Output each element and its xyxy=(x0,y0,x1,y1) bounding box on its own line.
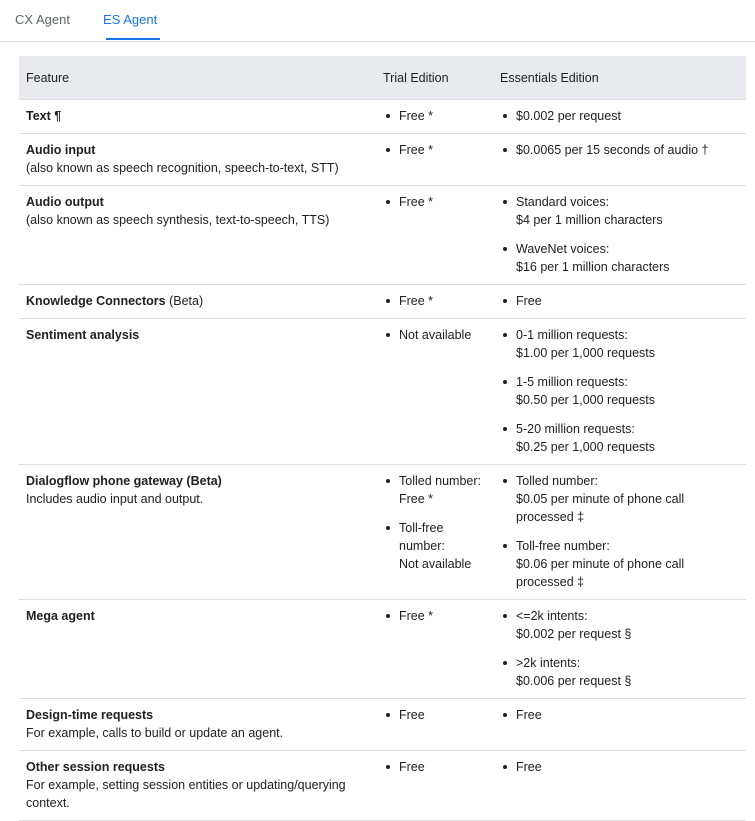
price-text: Not available xyxy=(399,328,472,342)
trial-edition-cell xyxy=(375,285,492,319)
price-list-item xyxy=(399,193,484,211)
feature-name: Audio input xyxy=(26,143,96,157)
price-list xyxy=(499,607,738,690)
price-text: Toll-free xyxy=(399,521,444,535)
price-text: $0.002 per request § xyxy=(516,627,632,641)
trial-edition-cell xyxy=(375,751,492,821)
essentials-edition-cell xyxy=(492,699,746,751)
header-essentials-edition: Essentials Edition xyxy=(492,56,746,100)
header-feature: Feature xyxy=(19,56,375,100)
trial-edition-cell xyxy=(375,319,492,465)
price-list-item xyxy=(516,706,738,724)
price-text: processed ‡ xyxy=(516,510,585,524)
price-list-item xyxy=(399,758,484,776)
feature-name: Other session requests xyxy=(26,760,165,774)
price-text: >2k intents: xyxy=(516,656,581,670)
price-text: Free * xyxy=(399,109,434,123)
price-text: Tolled number: xyxy=(516,474,598,488)
price-list xyxy=(382,193,484,211)
essentials-edition-cell xyxy=(492,134,746,186)
price-list-item xyxy=(399,519,484,573)
price-list-item xyxy=(516,141,738,159)
price-text: $16 per 1 million characters xyxy=(516,260,670,274)
header-trial-edition: Trial Edition xyxy=(375,56,492,100)
price-text: Free * xyxy=(399,195,434,209)
feature-name: Text ¶ xyxy=(26,109,62,123)
agent-tabs xyxy=(0,0,755,42)
price-text: $0.25 per 1,000 requests xyxy=(516,440,655,454)
price-list xyxy=(382,706,484,724)
table-row xyxy=(19,465,746,600)
trial-edition-cell xyxy=(375,100,492,134)
feature-cell xyxy=(19,319,375,465)
feature-name: Mega agent xyxy=(26,609,95,623)
price-list xyxy=(499,292,738,310)
price-list-item xyxy=(399,472,484,508)
price-text: WaveNet voices: xyxy=(516,242,610,256)
trial-edition-cell xyxy=(375,465,492,600)
price-list xyxy=(382,758,484,776)
price-list xyxy=(382,292,484,310)
feature-description: (also known as speech synthesis, text-to-speech, TTS) xyxy=(26,213,330,227)
tab-es-agent[interactable] xyxy=(103,0,157,40)
price-list-item xyxy=(516,654,738,690)
feature-name: Knowledge Connectors xyxy=(26,294,166,308)
price-list-item xyxy=(516,758,738,776)
feature-name: Audio output xyxy=(26,195,104,209)
price-list xyxy=(382,472,484,573)
price-list-item xyxy=(399,706,484,724)
feature-description: Includes audio input and output. xyxy=(26,492,204,506)
tab-es-agent-label: ES Agent xyxy=(103,12,158,27)
price-text: $1.00 per 1,000 requests xyxy=(516,346,655,360)
price-text: $4 per 1 million characters xyxy=(516,213,663,227)
price-list xyxy=(499,706,738,724)
price-list-item xyxy=(516,240,738,276)
feature-name: Design-time requests xyxy=(26,708,154,722)
essentials-edition-cell xyxy=(492,186,746,285)
price-list xyxy=(499,141,738,159)
price-text: Not available xyxy=(399,557,472,571)
price-list-item xyxy=(399,292,484,310)
price-text: $0.50 per 1,000 requests xyxy=(516,393,655,407)
table-header-row xyxy=(19,56,746,100)
trial-edition-cell xyxy=(375,699,492,751)
price-text: Tolled number: xyxy=(399,474,481,488)
active-tab-indicator xyxy=(106,38,160,40)
price-text: $0.06 per minute of phone call xyxy=(516,557,685,571)
table-body xyxy=(19,100,746,821)
feature-description: For example, setting session entities or updating/querying context. xyxy=(26,778,346,810)
price-list-item xyxy=(399,141,484,159)
price-text: Free * xyxy=(399,492,434,506)
pricing-table xyxy=(19,56,746,821)
trial-edition-cell xyxy=(375,134,492,186)
price-list xyxy=(382,326,484,344)
price-text: Free * xyxy=(399,609,434,623)
table-row xyxy=(19,600,746,699)
price-text: Free * xyxy=(399,294,434,308)
feature-cell xyxy=(19,134,375,186)
feature-name: Dialogflow phone gateway (Beta) xyxy=(26,474,222,488)
price-text: $0.002 per request xyxy=(516,109,621,123)
trial-edition-cell xyxy=(375,600,492,699)
price-list-item xyxy=(516,326,738,362)
essentials-edition-cell xyxy=(492,285,746,319)
essentials-edition-cell xyxy=(492,600,746,699)
feature-description: For example, calls to build or update an agent. xyxy=(26,726,284,740)
price-text: $0.0065 per 15 seconds of audio † xyxy=(516,143,709,157)
price-text: $0.006 per request § xyxy=(516,674,632,688)
feature-cell xyxy=(19,699,375,751)
price-text: Free xyxy=(399,760,425,774)
table-row xyxy=(19,100,746,134)
feature-cell xyxy=(19,600,375,699)
price-text: 1-5 million requests: xyxy=(516,375,628,389)
table-row xyxy=(19,134,746,186)
price-list xyxy=(499,758,738,776)
price-text: Free xyxy=(516,708,542,722)
essentials-edition-cell xyxy=(492,751,746,821)
price-text: 5-20 million requests: xyxy=(516,422,635,436)
essentials-edition-cell xyxy=(492,465,746,600)
feature-note: (Beta) xyxy=(165,294,204,308)
price-list xyxy=(382,141,484,159)
price-text: Free xyxy=(399,708,425,722)
price-list xyxy=(499,326,738,456)
price-text: number: xyxy=(399,539,445,553)
price-text: processed ‡ xyxy=(516,575,585,589)
feature-name: Sentiment analysis xyxy=(26,328,140,342)
price-list-item xyxy=(516,373,738,409)
price-list-item xyxy=(399,326,484,344)
price-text: Toll-free number: xyxy=(516,539,610,553)
table-row xyxy=(19,186,746,285)
feature-cell xyxy=(19,100,375,134)
price-list-item xyxy=(516,292,738,310)
price-list-item xyxy=(516,107,738,125)
feature-cell xyxy=(19,465,375,600)
essentials-edition-cell xyxy=(492,100,746,134)
table-row xyxy=(19,699,746,751)
price-text: $0.05 per minute of phone call xyxy=(516,492,685,506)
price-list xyxy=(382,107,484,125)
price-text: Free xyxy=(516,294,542,308)
price-text: Standard voices: xyxy=(516,195,610,209)
price-text: 0-1 million requests: xyxy=(516,328,628,342)
feature-description: (also known as speech recognition, speech-to-text, STT) xyxy=(26,161,339,175)
price-text: <=2k intents: xyxy=(516,609,588,623)
tab-cx-agent[interactable]: CX Agent xyxy=(15,12,70,27)
table-row xyxy=(19,285,746,319)
price-list xyxy=(499,193,738,276)
price-list-item xyxy=(516,193,738,229)
table-row xyxy=(19,319,746,465)
price-list-item xyxy=(516,537,738,591)
price-list xyxy=(499,107,738,125)
price-list-item xyxy=(516,420,738,456)
price-list-item xyxy=(399,607,484,625)
price-list xyxy=(499,472,738,591)
table-row xyxy=(19,751,746,821)
price-text: Free * xyxy=(399,143,434,157)
trial-edition-cell xyxy=(375,186,492,285)
price-text: Free xyxy=(516,760,542,774)
price-list-item xyxy=(516,472,738,526)
price-list-item xyxy=(516,607,738,643)
price-list xyxy=(382,607,484,625)
feature-cell xyxy=(19,285,375,319)
essentials-edition-cell xyxy=(492,319,746,465)
price-list-item xyxy=(399,107,484,125)
feature-cell xyxy=(19,186,375,285)
feature-cell xyxy=(19,751,375,821)
